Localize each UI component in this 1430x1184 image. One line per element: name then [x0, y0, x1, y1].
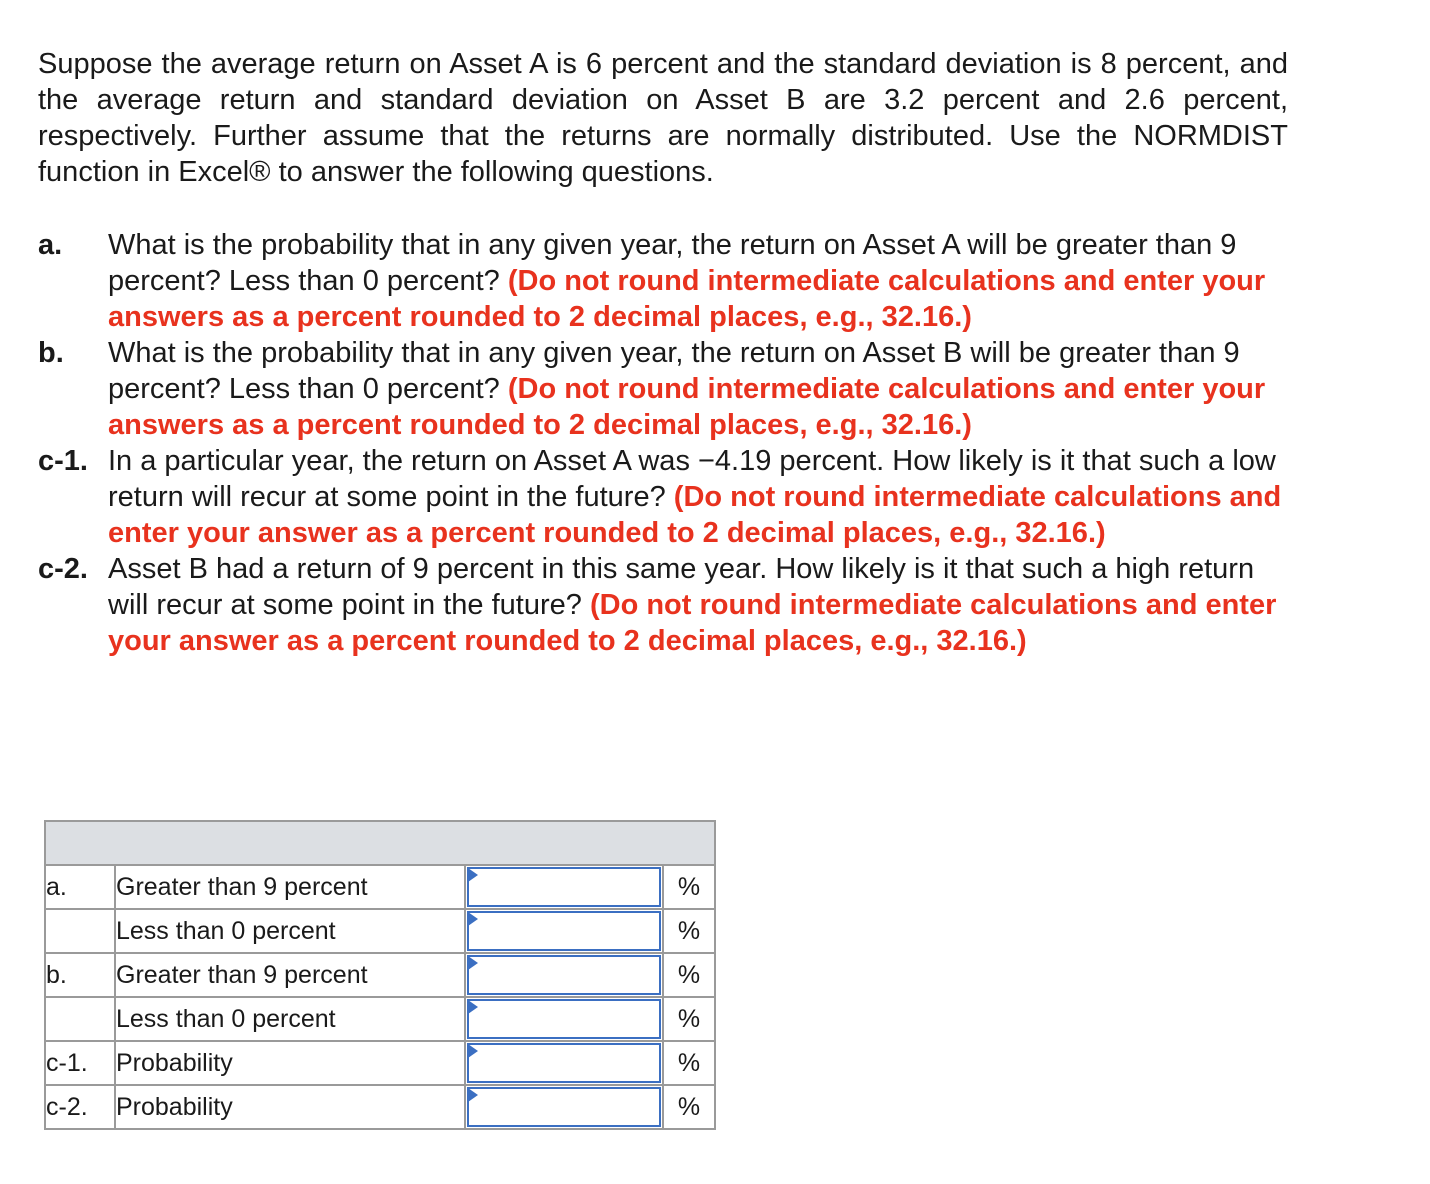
answer-input[interactable]: [467, 911, 661, 951]
question-list: [38, 227, 1288, 659]
input-marker-icon: [468, 1088, 478, 1102]
row-label: c-1.: [45, 1041, 115, 1085]
question-text: In a particular year, the return on Asset A was −4.19 percent. How likely is it that such a low return will recur at some point in the future?: [108, 445, 1276, 513]
row-label: b.: [45, 953, 115, 997]
question-label: b.: [38, 337, 64, 369]
question-label: c-1.: [38, 445, 88, 477]
question-text: What is the probability that in any given year, the return on Asset B will be greater than 9 percent? Less than 0 percent?: [108, 337, 1240, 405]
answer-input-cell[interactable]: [465, 865, 663, 909]
answer-input[interactable]: [467, 955, 661, 995]
answer-table: [44, 820, 716, 1130]
percent-unit: %: [663, 997, 715, 1041]
row-description: Less than 0 percent: [115, 909, 465, 953]
row-label: [45, 909, 115, 953]
answer-input-cell[interactable]: [465, 1085, 663, 1129]
answer-input[interactable]: [467, 1087, 661, 1127]
answer-input-cell[interactable]: [465, 997, 663, 1041]
table-row: [45, 1041, 715, 1085]
percent-unit: %: [663, 1041, 715, 1085]
percent-unit: %: [663, 953, 715, 997]
question-a: [38, 227, 1288, 335]
question-label: c-2.: [38, 553, 88, 585]
answer-input[interactable]: [467, 867, 661, 907]
percent-unit: %: [663, 909, 715, 953]
question-text: What is the probability that in any given year, the return on Asset A will be greater than 9 percent? Less than 0 percent?: [108, 229, 1237, 297]
question-note: (Do not round intermediate calculations and enter your answer as a percent rounded to 2 decimal places, e.g., 32.16.): [108, 589, 1277, 657]
table-row: [45, 865, 715, 909]
problem-intro: Suppose the average return on Asset A is 6 percent and the standard deviation is 8 percent, and the average return and standard deviation on Asset B are 3.2 percent and 2.6 percent, respectively. Further assume that the returns are normally distributed. Use the NORMDIST function in Excel® to answer the following questions.: [38, 48, 1288, 188]
table-row: [45, 997, 715, 1041]
question-c1: [38, 443, 1288, 551]
input-marker-icon: [468, 1000, 478, 1014]
row-label: [45, 997, 115, 1041]
row-description: Less than 0 percent: [115, 997, 465, 1041]
row-label: a.: [45, 865, 115, 909]
answer-input-cell[interactable]: [465, 909, 663, 953]
input-marker-icon: [468, 912, 478, 926]
row-description: Probability: [115, 1041, 465, 1085]
row-description: Greater than 9 percent: [115, 865, 465, 909]
table-header-row: [45, 821, 715, 865]
percent-unit: %: [663, 1085, 715, 1129]
row-description: Greater than 9 percent: [115, 953, 465, 997]
row-description: Probability: [115, 1085, 465, 1129]
question-note: (Do not round intermediate calculations and enter your answer as a percent rounded to 2 decimal places, e.g., 32.16.): [108, 481, 1282, 549]
question-note: (Do not round intermediate calculations and enter your answers as a percent rounded to 2 decimal places, e.g., 32.16.): [108, 373, 1266, 441]
table-row: [45, 953, 715, 997]
answer-input[interactable]: [467, 999, 661, 1039]
input-marker-icon: [468, 956, 478, 970]
question-c2: [38, 551, 1288, 659]
answer-input[interactable]: [467, 1043, 661, 1083]
input-marker-icon: [468, 868, 478, 882]
table-row: [45, 1085, 715, 1129]
percent-unit: %: [663, 865, 715, 909]
question-text: Asset B had a return of 9 percent in this same year. How likely is it that such a high return will recur at some point in the future?: [108, 553, 1255, 621]
question-note: (Do not round intermediate calculations and enter your answers as a percent rounded to 2 decimal places, e.g., 32.16.): [108, 265, 1266, 333]
row-label: c-2.: [45, 1085, 115, 1129]
table-header-cell: [45, 821, 715, 865]
question-b: [38, 335, 1288, 443]
table-row: [45, 909, 715, 953]
input-marker-icon: [468, 1044, 478, 1058]
question-label: a.: [38, 229, 63, 261]
answer-input-cell[interactable]: [465, 1041, 663, 1085]
answer-input-cell[interactable]: [465, 953, 663, 997]
